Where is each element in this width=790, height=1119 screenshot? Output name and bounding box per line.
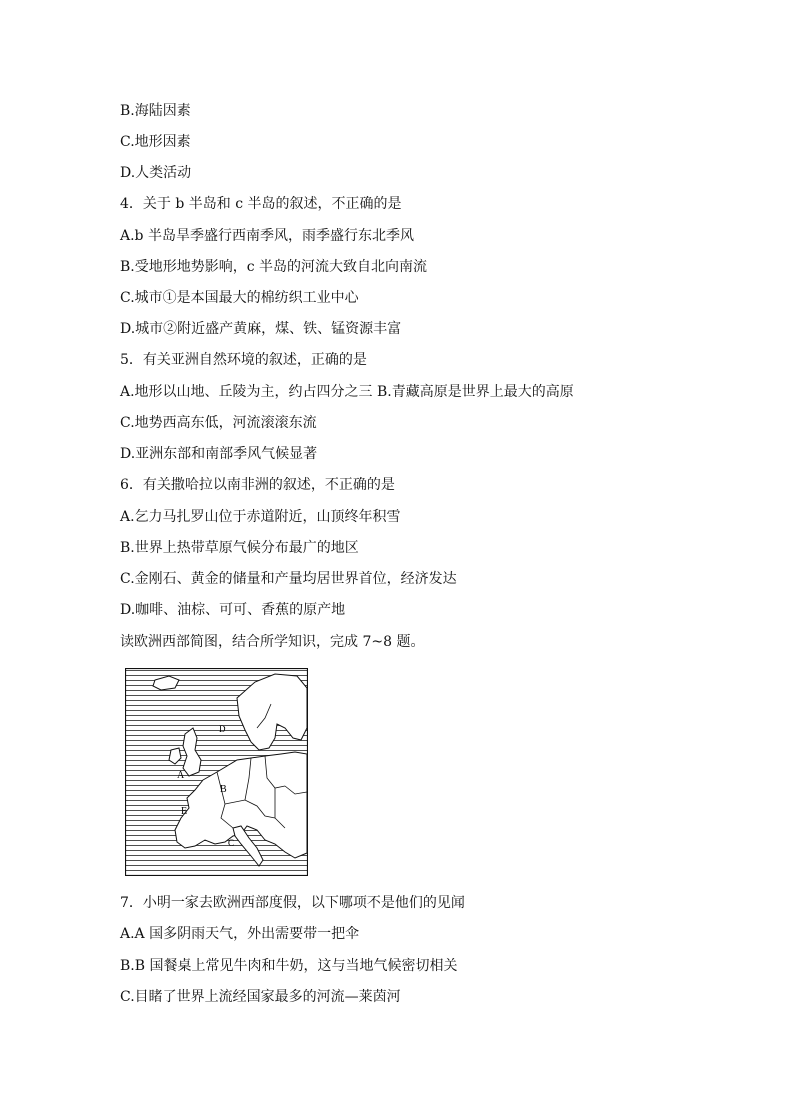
question-6-option-c: C.金刚石、黄金的储量和产量均居世界首位，经济发达 <box>120 571 457 587</box>
map-label-b: B <box>220 784 227 795</box>
question-6-option-b: B.世界上热带草原气候分布最广的地区 <box>120 540 359 556</box>
question-5-stem: 5．有关亚洲自然环境的叙述，正确的是 <box>120 352 367 368</box>
map-label-d: D <box>219 724 226 734</box>
question-4-stem: 4．关于 b 半岛和 c 半岛的叙述，不正确的是 <box>120 196 402 212</box>
question-6-option-d: D.咖啡、油棕、可可、香蕉的原产地 <box>120 602 346 618</box>
question-5-option-c: C.地势西高东低，河流滚滚东流 <box>120 415 317 431</box>
question-6-option-a: A.乞力马扎罗山位于赤道附近，山顶终年积雪 <box>120 509 401 525</box>
map-label-c: C <box>228 838 235 848</box>
map-figure <box>125 668 308 876</box>
question-7-option-c: C.目睹了世界上流经国家最多的河流—莱茵河 <box>120 989 401 1005</box>
question-4-option-a: A.b 半岛旱季盛行西南季风，雨季盛行东北季风 <box>120 228 414 244</box>
question-5-option-a-b: A.地形以山地、丘陵为主，约占四分之三 B.青藏高原是世界上最大的高原 <box>120 384 574 400</box>
option-b-line: B.海陆因素 <box>120 103 191 119</box>
question-7-option-a: A.A 国多阴雨天气，外出需要带一把伞 <box>120 926 360 942</box>
question-6-stem: 6．有关撒哈拉以南非洲的叙述，不正确的是 <box>120 477 395 493</box>
question-4-option-c: C.城市①是本国最大的棉纺织工业中心 <box>120 290 359 306</box>
map-instruction: 读欧洲西部简图，结合所学知识，完成 7~8 题。 <box>120 634 425 650</box>
option-c-line: C.地形因素 <box>120 134 191 150</box>
western-europe-map <box>125 668 308 876</box>
map-label-e: E <box>181 806 188 817</box>
map-label-a: A <box>177 770 185 781</box>
question-7-option-b: B.B 国餐桌上常见牛肉和牛奶，这与当地气候密切相关 <box>120 958 458 974</box>
question-7-stem: 7．小明一家去欧洲西部度假，以下哪项不是他们的见闻 <box>120 895 465 911</box>
question-5-option-d: D.亚洲东部和南部季风气候显著 <box>120 446 318 462</box>
option-d-line: D.人类活动 <box>120 165 192 181</box>
question-4-option-d: D.城市②附近盛产黄麻，煤、铁、锰资源丰富 <box>120 321 402 337</box>
question-4-option-b: B.受地形地势影响，c 半岛的河流大致自北向南流 <box>120 259 428 275</box>
